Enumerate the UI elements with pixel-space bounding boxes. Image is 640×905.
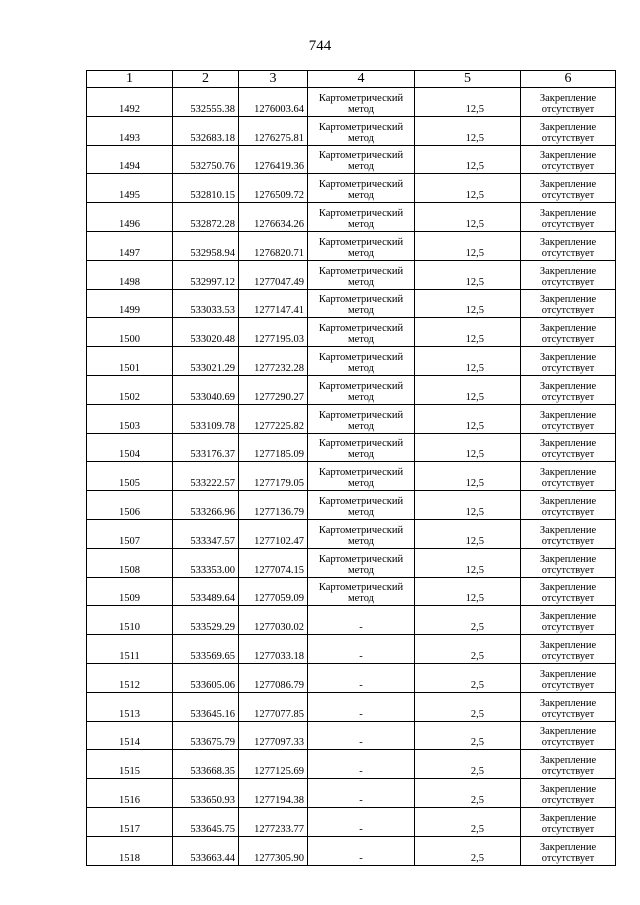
coordinate-y: 1277195.03 — [239, 318, 308, 347]
method-cell: - — [308, 807, 415, 836]
accuracy-cell: 2,5 — [415, 663, 521, 692]
coordinate-x: 533663.44 — [173, 836, 239, 865]
accuracy-cell: 12,5 — [415, 404, 521, 433]
accuracy-cell: 12,5 — [415, 116, 521, 145]
fixing-cell: Закрепление отсутствует — [521, 289, 616, 318]
method-cell: Картометрический метод — [308, 231, 415, 260]
point-number: 1495 — [87, 174, 173, 203]
coordinate-x: 533020.48 — [173, 318, 239, 347]
coordinate-x: 533347.57 — [173, 519, 239, 548]
point-number: 1501 — [87, 347, 173, 376]
table-row — [87, 635, 616, 664]
accuracy-cell: 12,5 — [415, 462, 521, 491]
table-header — [87, 71, 616, 88]
table-row — [87, 548, 616, 577]
coordinate-x: 533033.53 — [173, 289, 239, 318]
accuracy-cell: 2,5 — [415, 807, 521, 836]
point-number: 1494 — [87, 145, 173, 174]
point-number: 1502 — [87, 375, 173, 404]
table-row — [87, 519, 616, 548]
column-header: 6 — [521, 71, 616, 88]
point-number: 1500 — [87, 318, 173, 347]
table-row — [87, 88, 616, 117]
coordinate-y: 1277102.47 — [239, 519, 308, 548]
method-cell: Картометрический метод — [308, 433, 415, 462]
method-cell: - — [308, 692, 415, 721]
method-cell: Картометрический метод — [308, 519, 415, 548]
method-cell: Картометрический метод — [308, 577, 415, 606]
table-row — [87, 606, 616, 635]
coordinate-y: 1276419.36 — [239, 145, 308, 174]
fixing-cell: Закрепление отсутствует — [521, 231, 616, 260]
coordinate-x: 533021.29 — [173, 347, 239, 376]
accuracy-cell: 12,5 — [415, 548, 521, 577]
coordinate-y: 1277290.27 — [239, 375, 308, 404]
fixing-cell: Закрепление отсутствует — [521, 807, 616, 836]
coordinate-x: 532750.76 — [173, 145, 239, 174]
coordinate-y: 1277077.85 — [239, 692, 308, 721]
coordinate-y: 1276820.71 — [239, 231, 308, 260]
coordinate-y: 1277125.69 — [239, 750, 308, 779]
coordinate-x: 532958.94 — [173, 231, 239, 260]
method-cell: - — [308, 606, 415, 635]
point-number: 1493 — [87, 116, 173, 145]
method-cell: - — [308, 635, 415, 664]
accuracy-cell: 12,5 — [415, 318, 521, 347]
fixing-cell: Закрепление отсутствует — [521, 433, 616, 462]
table-row — [87, 836, 616, 865]
method-cell: Картометрический метод — [308, 174, 415, 203]
method-cell: - — [308, 663, 415, 692]
accuracy-cell: 12,5 — [415, 519, 521, 548]
method-cell: Картометрический метод — [308, 260, 415, 289]
method-cell: Картометрический метод — [308, 491, 415, 520]
point-number: 1492 — [87, 88, 173, 117]
coordinate-x: 533645.75 — [173, 807, 239, 836]
coordinate-y: 1277232.28 — [239, 347, 308, 376]
coordinate-x: 533650.93 — [173, 779, 239, 808]
fixing-cell: Закрепление отсутствует — [521, 721, 616, 750]
table-row — [87, 260, 616, 289]
coordinate-x: 533529.29 — [173, 606, 239, 635]
coordinate-x: 532683.18 — [173, 116, 239, 145]
table-row — [87, 347, 616, 376]
coordinate-y: 1277179.05 — [239, 462, 308, 491]
accuracy-cell: 2,5 — [415, 606, 521, 635]
point-number: 1518 — [87, 836, 173, 865]
table-row — [87, 174, 616, 203]
method-cell: Картометрический метод — [308, 548, 415, 577]
header-row — [87, 71, 616, 88]
fixing-cell: Закрепление отсутствует — [521, 519, 616, 548]
table-row — [87, 289, 616, 318]
accuracy-cell: 2,5 — [415, 779, 521, 808]
table-body — [87, 88, 616, 866]
fixing-cell: Закрепление отсутствует — [521, 375, 616, 404]
point-number: 1516 — [87, 779, 173, 808]
method-cell: - — [308, 836, 415, 865]
point-number: 1512 — [87, 663, 173, 692]
fixing-cell: Закрепление отсутствует — [521, 491, 616, 520]
coordinates-table — [86, 70, 616, 866]
table-row — [87, 404, 616, 433]
table-row — [87, 116, 616, 145]
table-row — [87, 375, 616, 404]
method-cell: Картометрический метод — [308, 347, 415, 376]
fixing-cell: Закрепление отсутствует — [521, 779, 616, 808]
table-row — [87, 145, 616, 174]
table-row — [87, 721, 616, 750]
column-header: 5 — [415, 71, 521, 88]
coordinate-y: 1276003.64 — [239, 88, 308, 117]
table-row — [87, 491, 616, 520]
table-row — [87, 779, 616, 808]
fixing-cell: Закрепление отсутствует — [521, 318, 616, 347]
point-number: 1496 — [87, 203, 173, 232]
fixing-cell: Закрепление отсутствует — [521, 88, 616, 117]
method-cell: - — [308, 779, 415, 808]
coordinate-y: 1276275.81 — [239, 116, 308, 145]
coordinate-x: 533266.96 — [173, 491, 239, 520]
column-header: 4 — [308, 71, 415, 88]
coordinate-y: 1277147.41 — [239, 289, 308, 318]
point-number: 1507 — [87, 519, 173, 548]
fixing-cell: Закрепление отсутствует — [521, 577, 616, 606]
point-number: 1503 — [87, 404, 173, 433]
fixing-cell: Закрепление отсутствует — [521, 462, 616, 491]
coordinate-y: 1277097.33 — [239, 721, 308, 750]
coordinate-x: 532810.15 — [173, 174, 239, 203]
accuracy-cell: 12,5 — [415, 289, 521, 318]
fixing-cell: Закрепление отсутствует — [521, 174, 616, 203]
table-row — [87, 203, 616, 232]
accuracy-cell: 12,5 — [415, 88, 521, 117]
coordinate-x: 532872.28 — [173, 203, 239, 232]
accuracy-cell: 12,5 — [415, 145, 521, 174]
accuracy-cell: 12,5 — [415, 174, 521, 203]
fixing-cell: Закрепление отсутствует — [521, 347, 616, 376]
accuracy-cell: 12,5 — [415, 231, 521, 260]
coordinate-x: 533222.57 — [173, 462, 239, 491]
accuracy-cell: 12,5 — [415, 260, 521, 289]
coordinate-x: 533489.64 — [173, 577, 239, 606]
fixing-cell: Закрепление отсутствует — [521, 836, 616, 865]
coordinate-x: 532555.38 — [173, 88, 239, 117]
table-row — [87, 750, 616, 779]
fixing-cell: Закрепление отсутствует — [521, 260, 616, 289]
coordinate-y: 1277305.90 — [239, 836, 308, 865]
accuracy-cell: 2,5 — [415, 692, 521, 721]
fixing-cell: Закрепление отсутствует — [521, 692, 616, 721]
method-cell: Картометрический метод — [308, 88, 415, 117]
fixing-cell: Закрепление отсутствует — [521, 203, 616, 232]
method-cell: Картометрический метод — [308, 318, 415, 347]
coordinate-y: 1277233.77 — [239, 807, 308, 836]
point-number: 1511 — [87, 635, 173, 664]
accuracy-cell: 12,5 — [415, 375, 521, 404]
coordinate-y: 1277225.82 — [239, 404, 308, 433]
coordinate-y: 1277030.02 — [239, 606, 308, 635]
point-number: 1513 — [87, 692, 173, 721]
accuracy-cell: 2,5 — [415, 836, 521, 865]
method-cell: Картометрический метод — [308, 404, 415, 433]
point-number: 1505 — [87, 462, 173, 491]
point-number: 1499 — [87, 289, 173, 318]
accuracy-cell: 12,5 — [415, 491, 521, 520]
point-number: 1497 — [87, 231, 173, 260]
coordinate-x: 532997.12 — [173, 260, 239, 289]
method-cell: Картометрический метод — [308, 289, 415, 318]
coordinate-y: 1277033.18 — [239, 635, 308, 664]
accuracy-cell: 12,5 — [415, 347, 521, 376]
fixing-cell: Закрепление отсутствует — [521, 116, 616, 145]
method-cell: Картометрический метод — [308, 462, 415, 491]
point-number: 1515 — [87, 750, 173, 779]
table-row — [87, 231, 616, 260]
table-row — [87, 433, 616, 462]
point-number: 1517 — [87, 807, 173, 836]
table-row — [87, 692, 616, 721]
fixing-cell: Закрепление отсутствует — [521, 145, 616, 174]
point-number: 1514 — [87, 721, 173, 750]
coordinate-y: 1277136.79 — [239, 491, 308, 520]
coordinate-x: 533605.06 — [173, 663, 239, 692]
table-row — [87, 807, 616, 836]
column-header: 1 — [87, 71, 173, 88]
accuracy-cell: 12,5 — [415, 433, 521, 462]
coordinate-x: 533040.69 — [173, 375, 239, 404]
point-number: 1510 — [87, 606, 173, 635]
table-row — [87, 577, 616, 606]
accuracy-cell: 2,5 — [415, 750, 521, 779]
accuracy-cell: 2,5 — [415, 635, 521, 664]
fixing-cell: Закрепление отсутствует — [521, 606, 616, 635]
point-number: 1506 — [87, 491, 173, 520]
coordinate-y: 1277185.09 — [239, 433, 308, 462]
point-number: 1509 — [87, 577, 173, 606]
fixing-cell: Закрепление отсутствует — [521, 548, 616, 577]
coordinate-x: 533645.16 — [173, 692, 239, 721]
fixing-cell: Закрепление отсутствует — [521, 663, 616, 692]
column-header: 2 — [173, 71, 239, 88]
point-number: 1498 — [87, 260, 173, 289]
coordinate-y: 1277074.15 — [239, 548, 308, 577]
method-cell: Картометрический метод — [308, 375, 415, 404]
fixing-cell: Закрепление отсутствует — [521, 635, 616, 664]
point-number: 1504 — [87, 433, 173, 462]
page-number: 744 — [308, 38, 332, 54]
method-cell: Картометрический метод — [308, 145, 415, 174]
method-cell: - — [308, 750, 415, 779]
method-cell: - — [308, 721, 415, 750]
coordinate-x: 533675.79 — [173, 721, 239, 750]
coordinate-y: 1277047.49 — [239, 260, 308, 289]
table-row — [87, 318, 616, 347]
point-number: 1508 — [87, 548, 173, 577]
accuracy-cell: 12,5 — [415, 577, 521, 606]
coordinate-y: 1277086.79 — [239, 663, 308, 692]
table-row — [87, 663, 616, 692]
method-cell: Картометрический метод — [308, 203, 415, 232]
coordinate-y: 1277059.09 — [239, 577, 308, 606]
coordinate-x: 533176.37 — [173, 433, 239, 462]
coordinate-y: 1276509.72 — [239, 174, 308, 203]
accuracy-cell: 12,5 — [415, 203, 521, 232]
coordinate-x: 533353.00 — [173, 548, 239, 577]
accuracy-cell: 2,5 — [415, 721, 521, 750]
fixing-cell: Закрепление отсутствует — [521, 750, 616, 779]
table-row — [87, 462, 616, 491]
method-cell: Картометрический метод — [308, 116, 415, 145]
coordinate-x: 533109.78 — [173, 404, 239, 433]
column-header: 3 — [239, 71, 308, 88]
fixing-cell: Закрепление отсутствует — [521, 404, 616, 433]
coordinate-y: 1277194.38 — [239, 779, 308, 808]
coordinate-x: 533569.65 — [173, 635, 239, 664]
coordinate-y: 1276634.26 — [239, 203, 308, 232]
coordinate-x: 533668.35 — [173, 750, 239, 779]
